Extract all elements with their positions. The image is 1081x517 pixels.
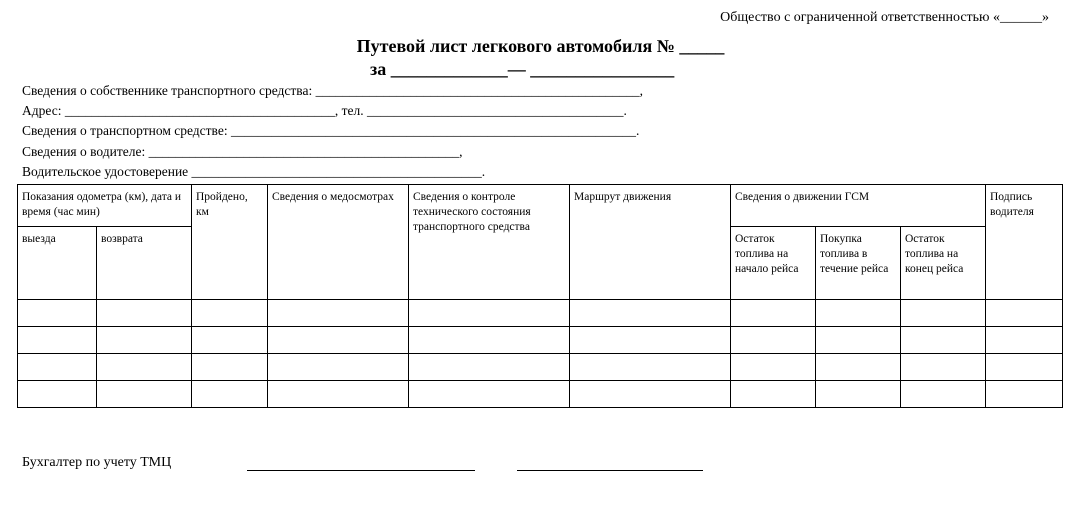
technical-control-header: Сведения о контроле технического состояния транспортного средства [409,185,570,300]
table-cell[interactable] [268,354,409,381]
table-cell[interactable] [570,381,731,408]
license-info-line[interactable]: Водительское удостоверение ___________________________________________. [22,164,486,179]
table-cell[interactable] [731,300,816,327]
table-row [18,300,1063,327]
route-header: Маршрут движения [570,185,731,300]
accountant-signature-line[interactable] [247,470,475,471]
owner-info-line[interactable]: Сведения о собственнике транспортного средства: ________________________________________________, [22,83,643,98]
table-cell[interactable] [97,354,192,381]
driver-info-line[interactable]: Сведения о водителе: ______________________________________________, [22,144,463,159]
table-cell[interactable] [409,300,570,327]
table-cell[interactable] [409,327,570,354]
trip-log-table [17,184,1063,408]
table-row [18,381,1063,408]
table-cell[interactable] [18,354,97,381]
table-cell[interactable] [570,327,731,354]
table-cell[interactable] [192,327,268,354]
table-cell[interactable] [986,381,1063,408]
departure-header: выезда [18,227,97,300]
table-cell[interactable] [18,327,97,354]
table-cell[interactable] [731,381,816,408]
table-cell[interactable] [268,327,409,354]
vehicle-info-line[interactable]: Сведения о транспортном средстве: ____________________________________________________________. [22,123,640,138]
trip-log-body [18,300,1063,408]
table-row [18,327,1063,354]
table-cell[interactable] [901,354,986,381]
table-cell[interactable] [268,381,409,408]
table-cell[interactable] [731,354,816,381]
fuel-start-header: Остаток топлива на начало рейса [731,227,816,300]
document-period: за _____________— ________________ [370,59,675,79]
table-cell[interactable] [570,354,731,381]
accountant-name-line[interactable] [517,470,703,471]
table-cell[interactable] [570,300,731,327]
table-cell[interactable] [901,327,986,354]
table-cell[interactable] [18,300,97,327]
table-cell[interactable] [18,381,97,408]
medical-header: Сведения о медосмотрах [268,185,409,300]
table-row [18,354,1063,381]
odometer-header: Показания одометра (км), дата и время (час мин) [18,185,192,227]
table-cell[interactable] [409,381,570,408]
table-cell[interactable] [192,300,268,327]
table-cell[interactable] [901,300,986,327]
table-cell[interactable] [97,300,192,327]
table-cell[interactable] [409,354,570,381]
distance-header: Пройдено, км [192,185,268,300]
table-cell[interactable] [816,327,901,354]
table-cell[interactable] [97,381,192,408]
table-cell[interactable] [986,327,1063,354]
table-cell[interactable] [192,354,268,381]
fuel-header: Сведения о движении ГСМ [731,185,986,227]
table-cell[interactable] [986,300,1063,327]
table-cell[interactable] [97,327,192,354]
table-cell[interactable] [986,354,1063,381]
table-cell[interactable] [901,381,986,408]
address-phone-line[interactable]: Адрес: ________________________________________, тел. ______________________________________. [22,103,627,118]
table-cell[interactable] [731,327,816,354]
table-cell[interactable] [192,381,268,408]
fuel-purchase-header: Покупка топлива в течение рейса [816,227,901,300]
organization-name: Общество с ограниченной ответственностью «______» [720,10,1049,25]
table-cell[interactable] [816,300,901,327]
driver-signature-header: Подпись водителя [986,185,1063,300]
table-cell[interactable] [268,300,409,327]
fuel-end-header: Остаток топлива на конец рейса [901,227,986,300]
accountant-label: Бухгалтер по учету ТМЦ [22,455,172,470]
table-cell[interactable] [816,381,901,408]
table-cell[interactable] [816,354,901,381]
document-title: Путевой лист легкового автомобиля № _____ [356,36,725,56]
return-header: возврата [97,227,192,300]
